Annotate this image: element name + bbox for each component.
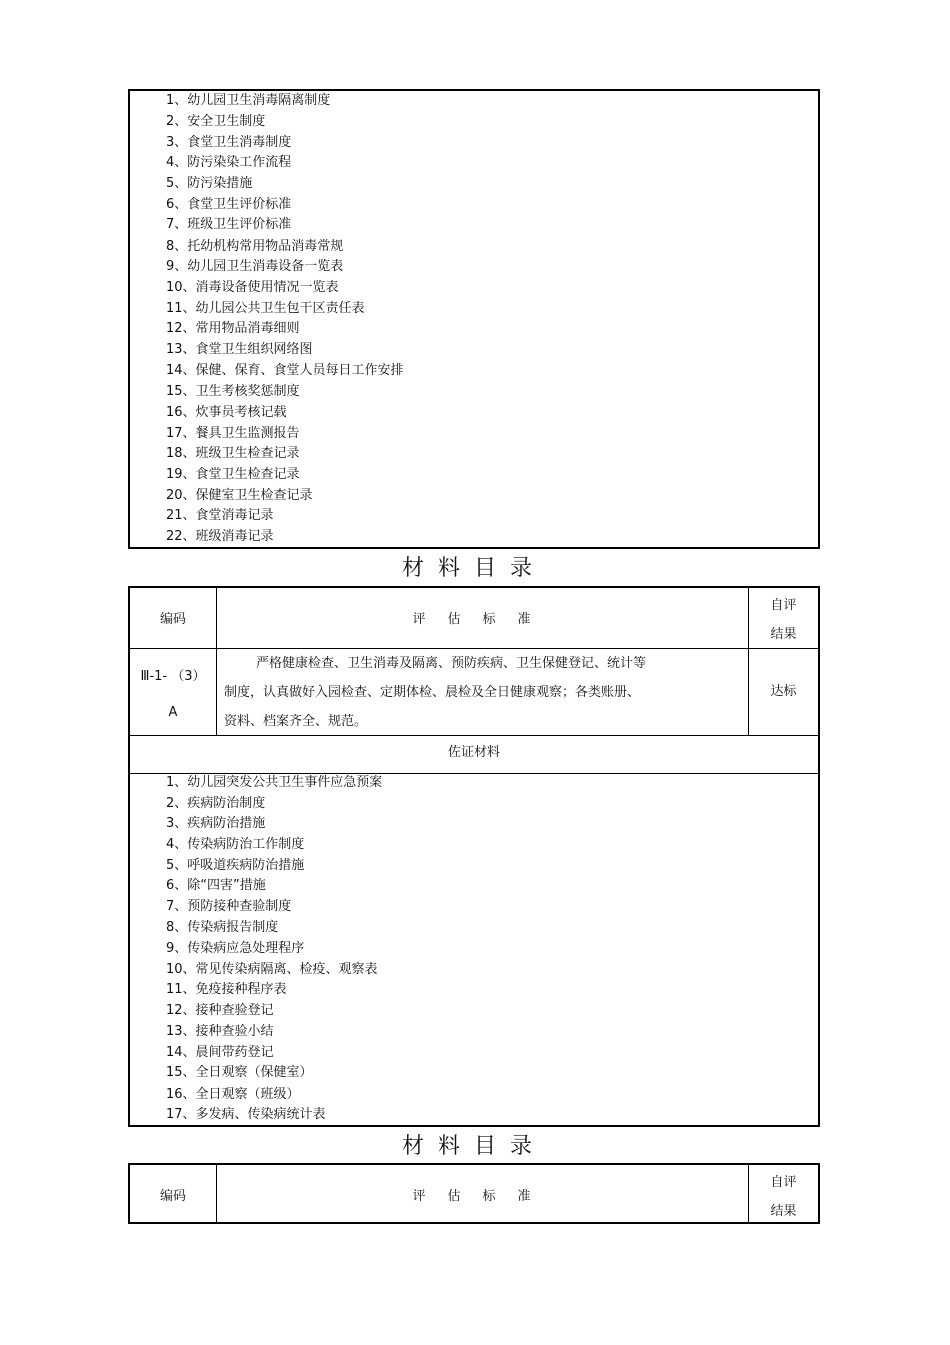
header-result — [749, 1168, 818, 1226]
list-item: 10、消毒设备使用情况一览表 — [166, 280, 339, 295]
material-list-box-1 — [128, 89, 820, 549]
section-title: 材料目录 — [401, 1134, 546, 1159]
list-item: 13、接种查验小结 — [166, 1024, 274, 1039]
list-item: 9、幼儿园卫生消毒设备一览表 — [166, 259, 344, 274]
list-item: 16、炊事员考核记载 — [166, 405, 287, 420]
evidence-label: 佐证材料 — [447, 745, 500, 760]
header-code: 编码 — [159, 612, 186, 627]
list-item: 1、幼儿园卫生消毒隔离制度 — [166, 93, 331, 108]
evaluation-table-1 — [128, 586, 820, 1127]
list-item: 11、免疫接种程序表 — [166, 982, 287, 997]
evaluation-table-2 — [128, 1163, 820, 1224]
header-result — [749, 591, 818, 649]
table-row — [130, 649, 818, 735]
list-item: 12、常用物品消毒细则 — [166, 321, 300, 336]
header-result-line1: 自评 — [770, 1175, 797, 1190]
list-item: 12、接种查验登记 — [166, 1003, 274, 1018]
list-item: 17、餐具卫生监测报告 — [166, 426, 300, 441]
row-standard — [224, 649, 744, 736]
list-item: 9、传染病应急处理程序 — [166, 941, 305, 956]
row-standard-line1: 严格健康检查、卫生消毒及隔离、预防疾病、卫生保健登记、统计等 — [256, 656, 647, 671]
list-item: 8、托幼机构常用物品消毒常规 — [166, 239, 344, 254]
list-item: 2、安全卫生制度 — [166, 114, 266, 129]
header-result-line2: 结果 — [770, 1204, 797, 1219]
header-standard: 评估标准 — [412, 1189, 553, 1204]
row-code-line1: Ⅲ-1- （3） — [140, 669, 206, 684]
list-item: 15、卫生考核奖惩制度 — [166, 384, 300, 399]
row-code-line2: A — [168, 705, 178, 720]
list-item: 3、疾病防治措施 — [166, 816, 266, 831]
list-item: 5、呼吸道疾病防治措施 — [166, 858, 305, 873]
list-item: 15、全日观察（保健室） — [166, 1065, 313, 1080]
section-title: 材料目录 — [401, 556, 546, 581]
list-item: 4、传染病防治工作制度 — [166, 837, 305, 852]
list-item: 16、全日观察（班级） — [166, 1087, 300, 1102]
list-item: 4、防污染染工作流程 — [166, 155, 292, 170]
row-standard-line2: 制度，认真做好入园检查、定期体检、晨检及全日健康观察；各类账册、 — [224, 685, 641, 700]
header-standard: 评估标准 — [412, 612, 553, 627]
list-item: 18、班级卫生检查记录 — [166, 446, 300, 461]
list-item: 13、食堂卫生组织网络图 — [166, 342, 313, 357]
list-item: 3、食堂卫生消毒制度 — [166, 135, 292, 150]
list-item: 7、班级卫生评价标准 — [166, 217, 292, 232]
list-item: 14、保健、保育、食堂人员每日工作安排 — [166, 363, 404, 378]
header-code: 编码 — [159, 1189, 186, 1204]
row-standard-line3: 资料、档案齐全、规范。 — [224, 714, 368, 729]
row-code — [130, 659, 216, 731]
header-result-line2: 结果 — [770, 627, 797, 642]
row-result: 达标 — [770, 684, 797, 699]
list-item: 21、食堂消毒记录 — [166, 508, 274, 523]
list-item: 2、疾病防治制度 — [166, 796, 266, 811]
list-item: 22、班级消毒记录 — [166, 529, 274, 544]
list-item: 7、预防接种查验制度 — [166, 899, 292, 914]
list-item: 8、传染病报告制度 — [166, 920, 279, 935]
list-item: 6、食堂卫生评价标准 — [166, 197, 292, 212]
list-item: 19、食堂卫生检查记录 — [166, 467, 300, 482]
list-item: 20、保健室卫生检查记录 — [166, 488, 313, 503]
list-item: 17、多发病、传染病统计表 — [166, 1107, 326, 1122]
list-item: 14、晨间带药登记 — [166, 1045, 274, 1060]
list-item: 1、幼儿园突发公共卫生事件应急预案 — [166, 775, 383, 790]
table-header-row — [130, 588, 818, 648]
list-item: 11、幼儿园公共卫生包干区责任表 — [166, 301, 365, 316]
list-item: 6、除“四害”措施 — [166, 878, 266, 893]
list-item: 10、常见传染病隔离、检疫、观察表 — [166, 962, 378, 977]
header-result-line1: 自评 — [770, 598, 797, 613]
list-item: 5、防污染措施 — [166, 176, 253, 191]
